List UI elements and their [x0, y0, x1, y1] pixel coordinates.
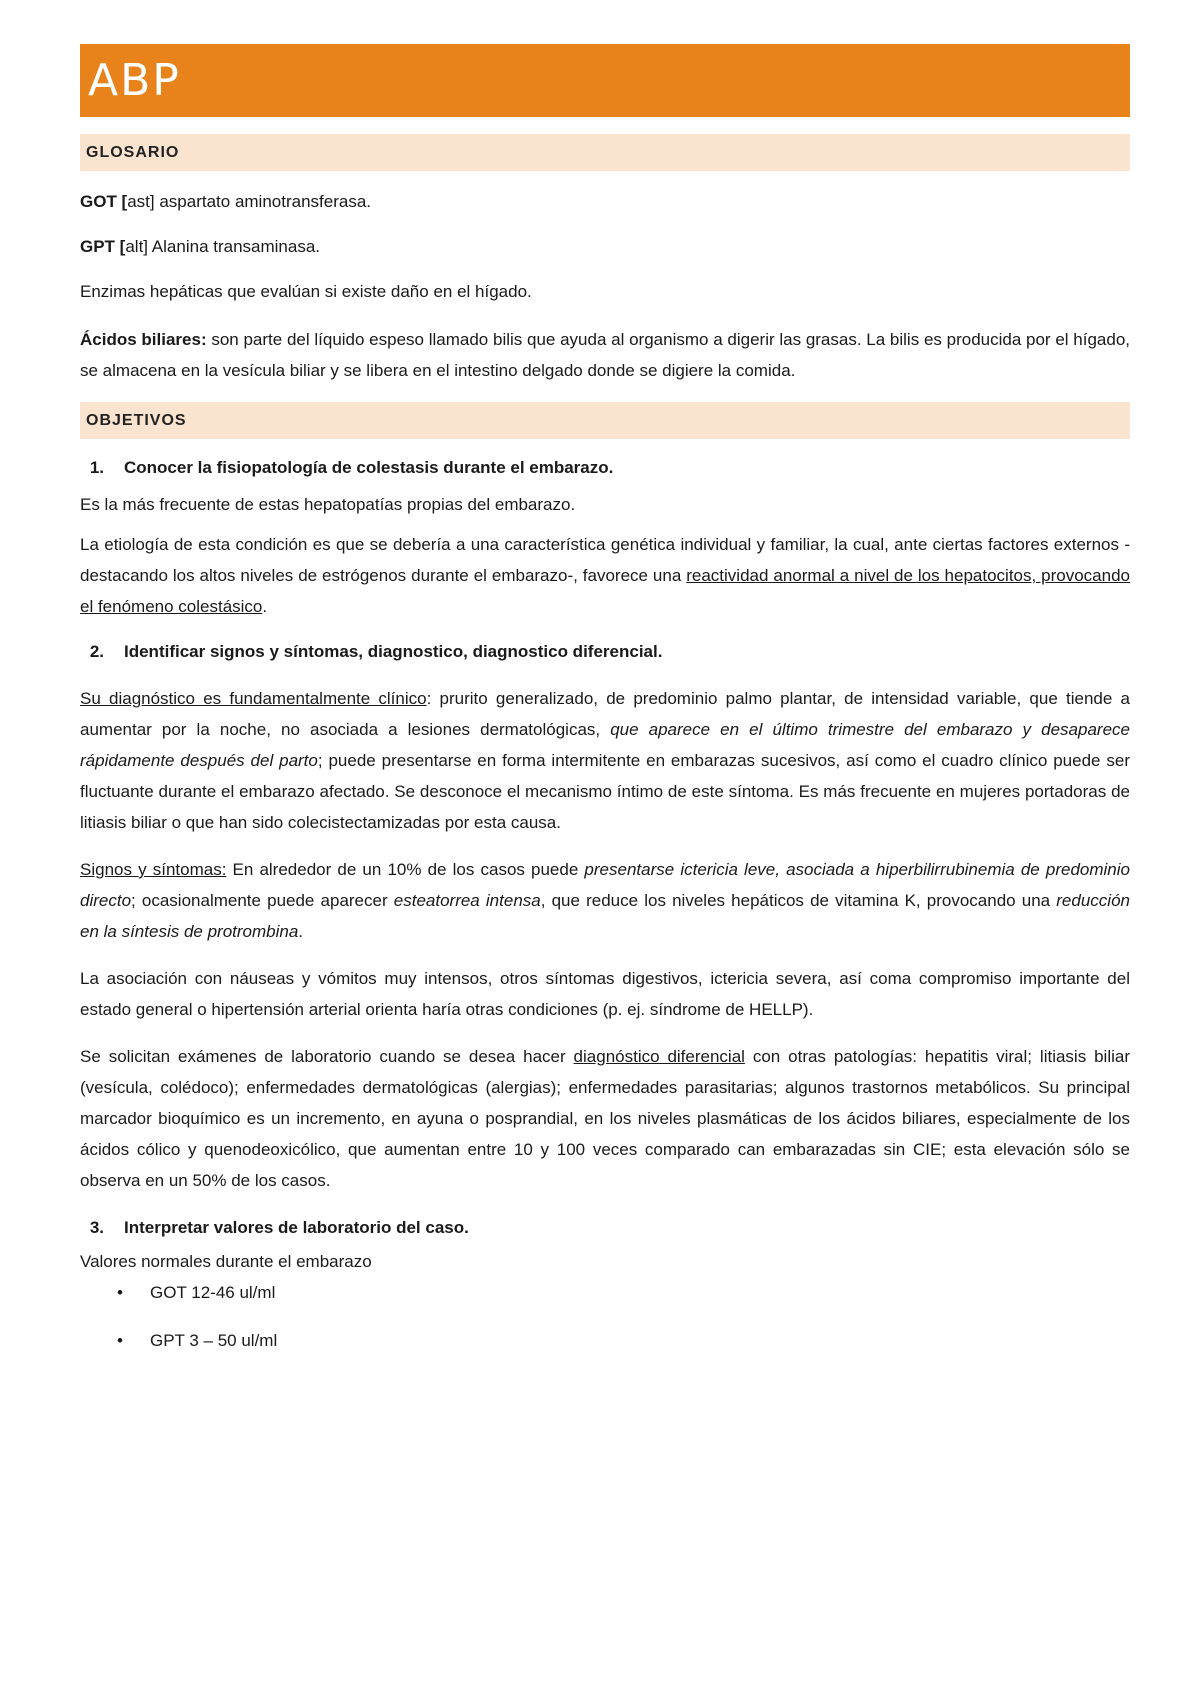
obj2-paragraph-4: [80, 1041, 1130, 1196]
italic-text: presentarse ictericia leve, asociada a hiperbilirrubinemia de predominio directo: [80, 860, 1130, 910]
objective-1: [80, 452, 1130, 483]
objective-text: Conocer la fisiopatología de colestasis durante el embarazo.: [124, 458, 614, 477]
text-run: : prurito generalizado, de predominio palmo plantar, de intensidad variable, que tiende a aumentar por la noche, no asociada a lesiones dermatológicas,: [80, 689, 1130, 739]
obj2-paragraph-1: [80, 683, 1130, 838]
glossary-definition: son parte del líquido espeso llamado bilis que ayuda al organismo a digerir las grasas. La bilis es producida por el hígado, se almacena en la vesícula biliar y se libera en el intestino delgado donde se digiere la comida.: [80, 330, 1130, 380]
italic-text: reducción en la síntesis de protrombina: [80, 891, 1130, 941]
text-run: Se solicitan exámenes de laboratorio cuando se desea hacer: [80, 1047, 574, 1066]
obj3-intro: Valores normales durante el embarazo: [80, 1252, 372, 1271]
bullet-icon: •: [117, 1331, 123, 1350]
glossary-got: [80, 186, 1130, 217]
underlined-text: reactividad anormal a nivel de los hepatocitos, provocando el fenómeno colestásico: [80, 566, 1131, 616]
lab-values-list: [80, 1277, 1130, 1356]
objective-number: 2.: [89, 642, 104, 661]
list-item: [80, 1325, 1130, 1356]
lab-value: GOT 12-46 ul/ml: [150, 1283, 276, 1302]
objective-text: Interpretar valores de laboratorio del caso.: [124, 1218, 469, 1237]
glossary-term: Ácidos biliares:: [80, 330, 207, 349]
section-heading-objetivos: [80, 402, 1130, 439]
underlined-text: diagnóstico diferencial: [573, 1047, 745, 1066]
glossary-acidos-biliares: [80, 324, 1130, 386]
glossary-gpt: [80, 231, 1130, 262]
italic-text: esteatorrea intensa: [393, 891, 541, 910]
section-heading-label: GLOSARIO: [86, 143, 180, 161]
list-item: [80, 1277, 1130, 1308]
title-bar: [80, 44, 1130, 117]
text-run: .: [262, 597, 268, 616]
objective-text: Identificar signos y síntomas, diagnostico, diagnostico diferencial.: [124, 642, 663, 661]
obj2-paragraph-3: La asociación con náuseas y vómitos muy intensos, otros síntomas digestivos, ictericia severa, así coma compromiso importante del estado general o hipertensión arterial orienta haría otras condiciones (p. ej. síndrome de HELLP).: [80, 969, 1130, 1019]
bullet-icon: •: [117, 1283, 123, 1302]
italic-text: que aparece en el último trimestre del embarazo y desaparece rápidamente después del parto: [80, 720, 1130, 770]
glossary-definition: ast] aspartato aminotransferasa.: [127, 192, 372, 211]
text-run: La etiología de esta condición es que se debería a una característica genética individual y familiar, la cual, ante ciertas factores externos -destacando los altos niveles de estrógenos durante el embarazo-, favorece una: [80, 535, 1130, 585]
text-run: En alrededor de un 10% de los casos puede: [226, 860, 585, 879]
objective-number: 3.: [89, 1218, 104, 1237]
obj1-paragraph-1: Es la más frecuente de estas hepatopatías propias del embarazo.: [80, 495, 576, 514]
document-page: [80, 44, 1130, 1356]
underlined-text: Su diagnóstico es fundamentalmente clínico: [80, 689, 427, 708]
obj1-paragraph-2: [80, 529, 1130, 622]
text-run: .: [298, 922, 304, 941]
text-run: ; ocasionalmente puede aparecer: [131, 891, 394, 910]
glossary-enzimas: Enzimas hepáticas que evalúan si existe daño en el hígado.: [80, 282, 532, 301]
objective-2: [80, 636, 1130, 667]
glossary-term: GOT [: [80, 192, 128, 211]
lab-value: GPT 3 – 50 ul/ml: [150, 1331, 278, 1350]
page-title: ABP: [88, 55, 181, 106]
text-run: , que reduce los niveles hepáticos de vitamina K, provocando una: [540, 891, 1057, 910]
underlined-text: Signos y síntomas:: [80, 860, 227, 879]
glossary-definition: alt] Alanina transaminasa.: [125, 237, 321, 256]
objective-3: [80, 1212, 1130, 1243]
section-heading-glosario: [80, 134, 1130, 171]
text-run: con otras patologías: hepatitis viral; litiasis biliar (vesícula, colédoco); enfermedades dermatológicas (alergias); enfermedades parasitarias; algunos trastornos metabólicos. Su principal marcador bioquímico es un incremento, en ayuna o posprandial, en los niveles plasmáticas de los ácidos biliares, especialmente de los ácidos cólico y quenodeoxicólico, que aumentan entre 10 y 100 veces comparado can embarazadas sin CIE; esta elevación sólo se observa en un 50% de los casos.: [80, 1047, 1130, 1190]
obj2-paragraph-2: [80, 854, 1130, 947]
section-heading-label: OBJETIVOS: [86, 411, 187, 429]
text-run: ; puede presentarse en forma intermitente en embarazas sucesivos, así como el cuadro clínico puede ser fluctuante durante el embarazo afectado. Se desconoce el mecanismo íntimo de este síntoma. Es más frecuente en mujeres portadoras de litiasis biliar o que han sido colecistectamizadas por esta causa.: [80, 751, 1130, 832]
glossary-term: GPT [: [80, 237, 126, 256]
objective-number: 1.: [89, 458, 104, 477]
